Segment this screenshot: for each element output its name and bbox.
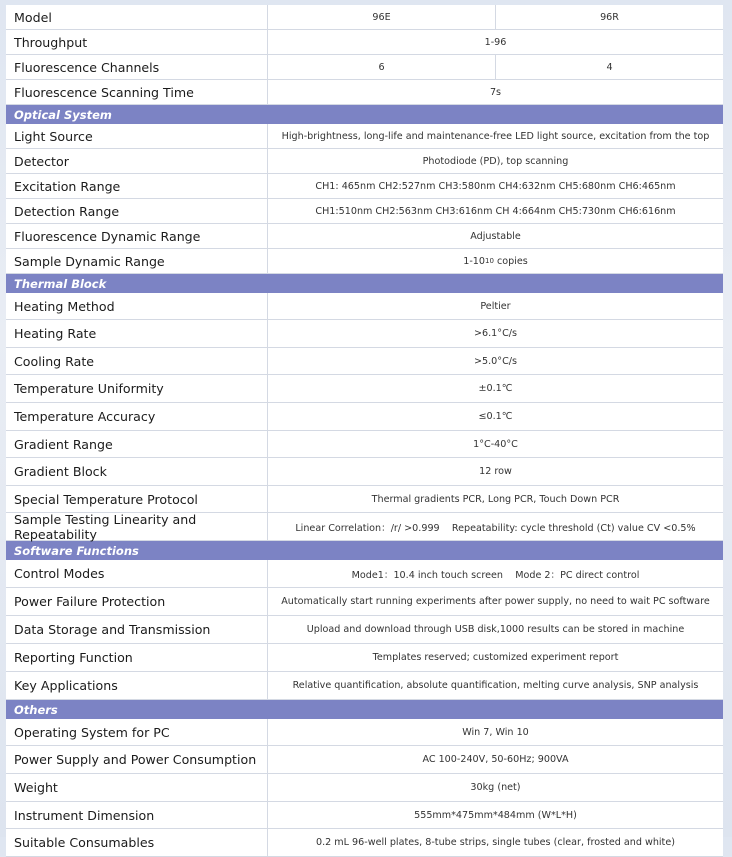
row-label: Special Temperature Protocol [6, 486, 268, 512]
row-label: Key Applications [6, 672, 268, 699]
row-value: >5.0°C/s [473, 355, 518, 367]
table-row [6, 249, 723, 274]
row-label: Cooling Rate [6, 348, 268, 374]
section-header: Others [6, 700, 723, 719]
sections-container [6, 105, 723, 857]
channels-value-2: 4 [495, 55, 723, 79]
row-value: Peltier [480, 300, 511, 312]
row-label: Weight [6, 774, 268, 801]
row-value: 1°C-40°C [473, 438, 518, 450]
table-row [6, 5, 723, 30]
row-value: ≤0.1℃ [478, 411, 513, 422]
row-label: Temperature Accuracy [6, 403, 268, 430]
row-label: Power Failure Protection [6, 588, 268, 615]
row-value: CH1: 465nm CH2:527nm CH3:580nm CH4:632nm CH5:680nm CH6:465nm [315, 180, 676, 192]
row-label: Heating Rate [6, 320, 268, 347]
table-row [6, 560, 723, 588]
row-value: Photodiode (PD), top scanning [422, 155, 569, 167]
row-value: Win 7, Win 10 [462, 726, 529, 738]
value-prefix: 1-10 [463, 255, 485, 267]
row-label: Light Source [6, 124, 268, 148]
row-value: Adjustable [470, 230, 521, 242]
value-suffix: copies [493, 255, 528, 267]
row-label: Throughput [6, 30, 268, 54]
table-row [6, 174, 723, 199]
row-value: >6.1°C/s [473, 328, 518, 339]
row-label: Operating System for PC [6, 719, 268, 745]
table-row [6, 719, 723, 746]
row-value: 1-96 [484, 36, 507, 48]
table-row [6, 224, 723, 249]
table-row [6, 458, 723, 486]
row-value: CH1:510nm CH2:563nm CH3:616nm CH 4:664nm CH5:730nm CH6:616nm [315, 205, 676, 217]
table-row [6, 588, 723, 616]
table-row [6, 55, 723, 80]
row-label: Data Storage and Transmission [6, 616, 268, 643]
row-value: 12 row [479, 466, 512, 477]
row-value: Upload and download through USB disk,1000 results can be stored in machine [306, 624, 685, 635]
row-label: Heating Method [6, 293, 268, 319]
row-value: 30kg (net) [470, 782, 521, 793]
row-value: AC 100-240V, 50-60Hz; 900VA [422, 754, 569, 765]
row-label: Detector [6, 149, 268, 173]
row-value: Relative quantification, absolute quantification, melting curve analysis, SNP analysis [292, 680, 699, 691]
row-value: Templates reserved; customized experiment report [372, 652, 619, 663]
row-label: Suitable Consumables [6, 829, 268, 856]
row-label: Fluorescence Scanning Time [6, 80, 268, 104]
table-row [6, 375, 723, 403]
spec-table [6, 5, 723, 857]
row-label: Gradient Range [6, 431, 268, 457]
row-label: Fluorescence Dynamic Range [6, 224, 268, 248]
model-value-1: 96E [372, 11, 391, 23]
row-label: Fluorescence Channels [6, 55, 268, 79]
row-value: 1-10 10 copies [463, 255, 528, 267]
table-row [6, 616, 723, 644]
row-value: Linear Correlation：/r/ >0.999 Repeatability: cycle threshold (Ct) value CV <0.5% [295, 522, 696, 534]
row-label: Temperature Uniformity [6, 375, 268, 402]
row-label: Instrument Dimension [6, 802, 268, 828]
row-label: Reporting Function [6, 644, 268, 671]
table-row [6, 644, 723, 672]
table-row [6, 774, 723, 802]
row-label: Control Modes [6, 560, 268, 587]
row-value: 555mm*475mm*484mm (W*L*H) [414, 809, 577, 821]
table-row [6, 486, 723, 513]
row-value: Thermal gradients PCR, Long PCR, Touch Down PCR [371, 493, 620, 505]
channels-value-1: 6 [378, 61, 385, 73]
row-label: Excitation Range [6, 174, 268, 198]
table-row [6, 829, 723, 857]
section-header: Software Functions [6, 541, 723, 560]
row-value: High-brightness, long-life and maintenance-free LED light source, excitation from the top [281, 130, 710, 142]
section-header: Optical System [6, 105, 723, 124]
table-row [6, 348, 723, 375]
row-value: ±0.1℃ [478, 383, 513, 394]
row-label: Power Supply and Power Consumption [6, 746, 268, 773]
row-value: Automatically start running experiments after power supply, no need to wait PC software [281, 596, 710, 607]
table-row [6, 746, 723, 774]
table-row [6, 431, 723, 458]
row-label: Sample Dynamic Range [6, 249, 268, 273]
table-row [6, 513, 723, 541]
row-label: Sample Testing Linearity and Repeatability [6, 513, 268, 540]
row-label: Gradient Block [6, 458, 268, 485]
row-label: Detection Range [6, 199, 268, 223]
table-row [6, 672, 723, 700]
section-header: Thermal Block [6, 274, 723, 293]
row-value: 7s [489, 86, 502, 98]
table-row [6, 199, 723, 224]
table-row [6, 403, 723, 431]
table-row [6, 149, 723, 174]
table-row [6, 30, 723, 55]
table-row [6, 802, 723, 829]
row-label: Model [6, 5, 268, 29]
table-row [6, 320, 723, 348]
row-value: Mode1：10.4 inch touch screen Mode 2：PC direct control [351, 569, 640, 581]
table-row [6, 124, 723, 149]
row-value: 0.2 mL 96-well plates, 8-tube strips, single tubes (clear, frosted and white) [316, 837, 675, 848]
model-value-2: 96R [495, 5, 723, 29]
table-row [6, 293, 723, 320]
table-row [6, 80, 723, 105]
